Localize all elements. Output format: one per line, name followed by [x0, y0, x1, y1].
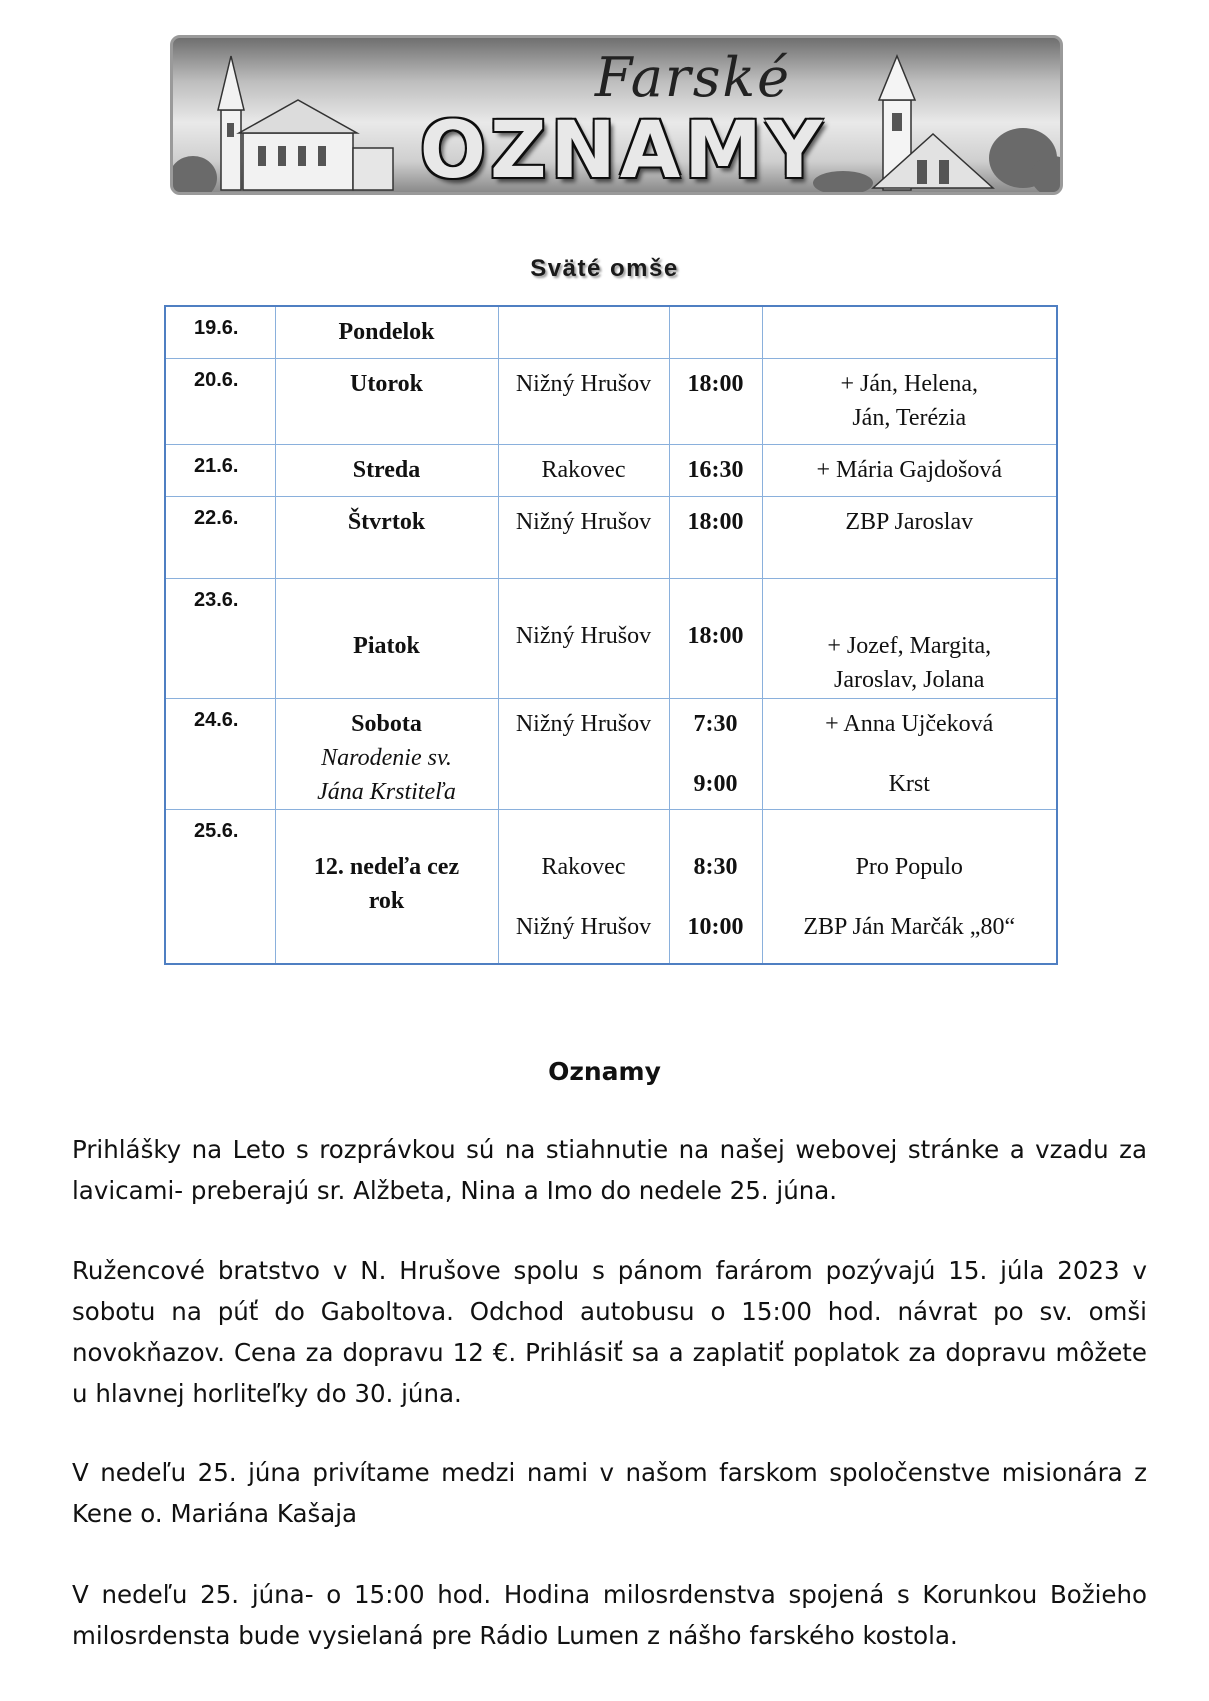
schedule-feast: Narodenie sv. [321, 744, 452, 771]
schedule-intention-cell [762, 578, 1057, 698]
schedule-place: Nižný Hrušov [515, 913, 652, 940]
mass-schedule-heading: Sväté omše [530, 255, 679, 282]
schedule-intention-cell [762, 809, 1057, 964]
schedule-time-cell [669, 306, 762, 358]
schedule-day-cell [275, 578, 498, 698]
schedule-date: 21.6. [165, 444, 275, 496]
schedule-day: Štvrtok [347, 508, 426, 535]
banner-script-title: Farské [594, 46, 792, 109]
schedule-day-cell [275, 496, 498, 578]
schedule-place-cell [498, 809, 669, 964]
schedule-day: Utorok [350, 370, 423, 397]
notice-paragraph: V nedeľu 25. júna- o 15:00 hod. Hodina milosrdenstva spojená s Korunkou Božieho milosrdensta bude vysielaná pre Rádio Lumen z nášho farského kostola. [72, 1580, 1147, 1650]
schedule-intention-cell [762, 698, 1057, 809]
schedule-row [165, 809, 1057, 964]
schedule-feast: Jána Krstiteľa [317, 778, 456, 805]
schedule-intention: ZBP Jaroslav [845, 508, 974, 535]
schedule-place-cell [498, 496, 669, 578]
notices-heading: Oznamy [548, 1057, 661, 1086]
schedule-intention-cell [762, 444, 1057, 496]
schedule-time: 16:30 [687, 456, 744, 483]
schedule-time: 8:30 [693, 853, 738, 880]
schedule-date: 23.6. [165, 578, 275, 698]
schedule-place: Rakovec [541, 456, 626, 483]
schedule-time-cell [669, 809, 762, 964]
schedule-place-cell [498, 358, 669, 444]
schedule-day-cell [275, 809, 498, 964]
schedule-intention: Pro Populo [855, 853, 963, 880]
schedule-day-cell [275, 698, 498, 809]
schedule-place-cell [498, 306, 669, 358]
schedule-row [165, 358, 1057, 444]
schedule-time: 18:00 [687, 370, 744, 397]
schedule-time-cell [669, 496, 762, 578]
schedule-place: Rakovec [541, 853, 626, 880]
schedule-row [165, 698, 1057, 809]
notice-paragraph: V nedeľu 25. júna privítame medzi nami v našom farskom spoločenstve misionára z Kene o. Mariána Kašaja [72, 1458, 1147, 1528]
left-church-icon [218, 56, 393, 190]
schedule-intention: + Mária Gajdošová [816, 456, 1002, 483]
schedule-time: 10:00 [687, 913, 744, 940]
schedule-date: 24.6. [165, 698, 275, 809]
schedule-time-cell [669, 444, 762, 496]
schedule-time: 18:00 [687, 622, 744, 649]
schedule-intention: Jaroslav, Jolana [834, 666, 985, 693]
notice-paragraph: Ružencové bratstvo v N. Hrušove spolu s pánom farárom pozývajú 15. júla 2023 v sobotu na púť do Gaboltova. Odchod autobusu o 15:00 hod. návrat po sv. omši novokňazov. Cena za dopravu 12 €. Prihlásiť sa a zaplatiť poplatok za dopravu môžete u hlavnej horliteľky do 30. júna. [72, 1256, 1147, 1408]
schedule-date: 22.6. [165, 496, 275, 578]
header-banner [170, 35, 1063, 195]
schedule-day: 12. nedeľa cez rok [313, 853, 460, 914]
schedule-place-cell [498, 444, 669, 496]
schedule-intention-cell [762, 358, 1057, 444]
schedule-day-cell [275, 358, 498, 444]
schedule-intention: Krst [888, 770, 930, 797]
schedule-time-cell [669, 358, 762, 444]
schedule-day-cell [275, 306, 498, 358]
schedule-intention-cell [762, 306, 1057, 358]
schedule-place: Nižný Hrušov [515, 370, 652, 397]
schedule-row [165, 444, 1057, 496]
schedule-time-cell [669, 578, 762, 698]
notice-paragraph: Prihlášky na Leto s rozprávkou sú na stiahnutie na našej webovej stránke a vzadu za lavicami- preberajú sr. Alžbeta, Nina a Imo do nedele 25. júna. [72, 1135, 1147, 1205]
schedule-place: Nižný Hrušov [515, 710, 652, 737]
schedule-place: Nižný Hrušov [515, 508, 652, 535]
schedule-row [165, 306, 1057, 358]
schedule-date: 25.6. [165, 809, 275, 964]
banner-big-title: OZNAMY [419, 106, 827, 195]
schedule-row [165, 496, 1057, 578]
schedule-row [165, 578, 1057, 698]
schedule-place: Nižný Hrušov [515, 622, 652, 649]
schedule-day: Pondelok [338, 319, 435, 345]
schedule-intention: Ján, Terézia [852, 404, 967, 431]
schedule-intention: + Ján, Helena, [840, 370, 978, 397]
schedule-intention: + Jozef, Margita, [827, 632, 992, 659]
schedule-date: 19.6. [165, 306, 275, 358]
right-church-icon [873, 56, 993, 190]
mass-schedule-table [164, 305, 1058, 965]
schedule-intention: + Anna Ujčeková [825, 710, 994, 737]
schedule-day-cell [275, 444, 498, 496]
schedule-intention: ZBP Ján Marčák „80“ [803, 913, 1016, 940]
schedule-time: 7:30 [693, 710, 738, 737]
schedule-date: 20.6. [165, 358, 275, 444]
schedule-intention-cell [762, 496, 1057, 578]
schedule-place-cell [498, 578, 669, 698]
schedule-time-cell [669, 698, 762, 809]
schedule-day: Streda [352, 456, 421, 483]
schedule-time: 9:00 [693, 770, 738, 797]
schedule-time: 18:00 [687, 508, 744, 535]
schedule-day: Piatok [353, 632, 420, 659]
schedule-day: Sobota [351, 710, 422, 737]
schedule-place-cell [498, 698, 669, 809]
